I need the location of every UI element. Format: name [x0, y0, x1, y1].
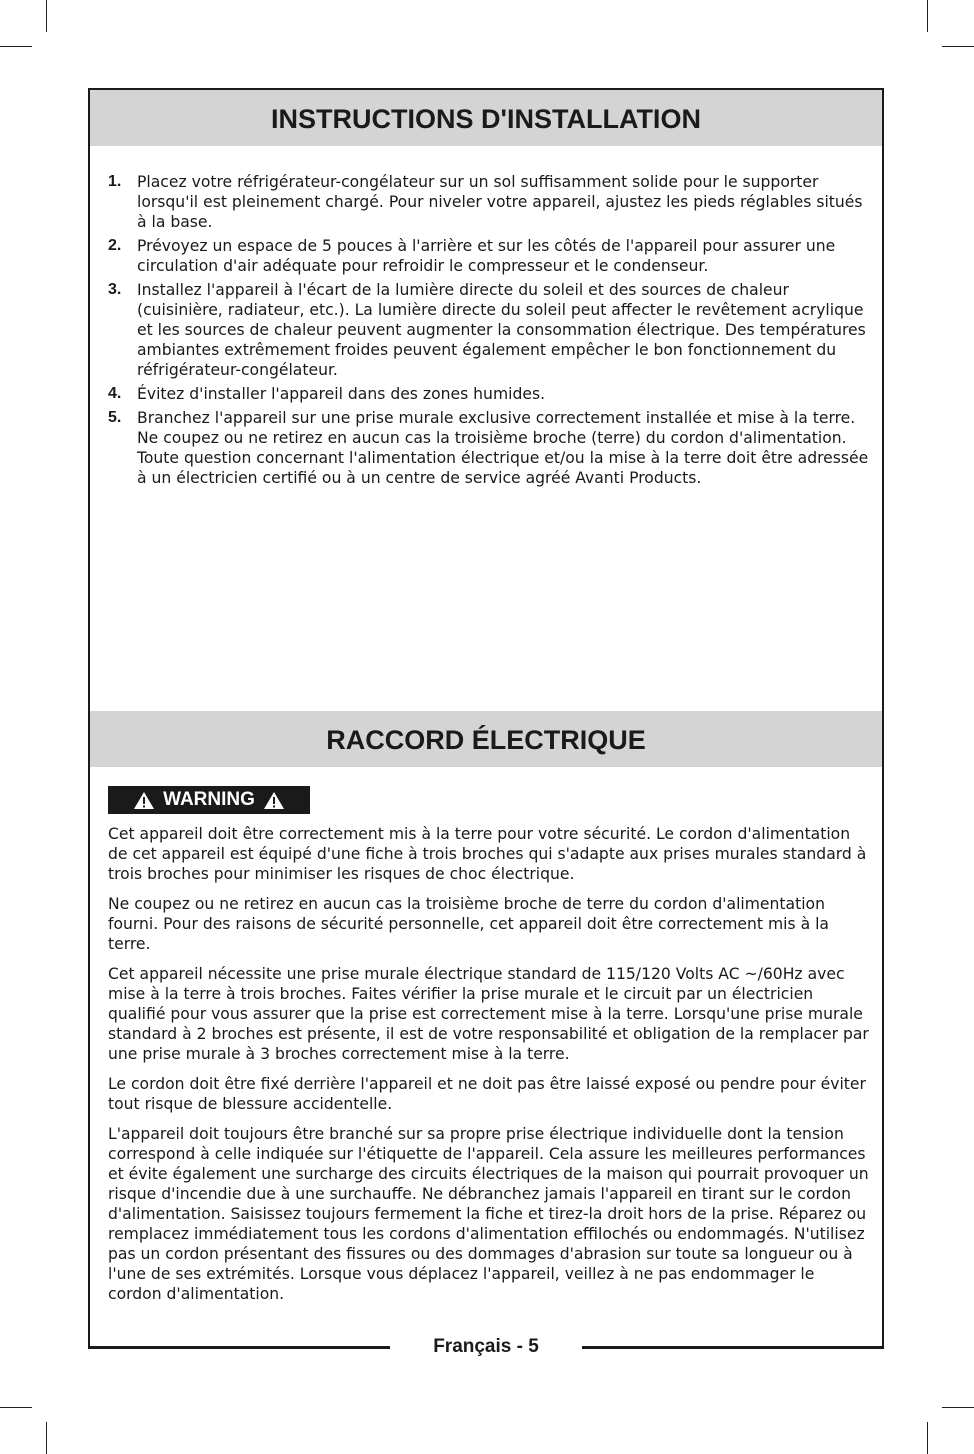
- crop-mark: [927, 0, 928, 32]
- item-text: Branchez l'appareil sur une prise murale exclusive correctement installée et mise à la terre. Ne coupez ou ne retirez en aucun cas la troisième broche (terre) du cordon d'alimentation. Toute question concernant l'alimentation électrique et/ou la mise à la terre doit être adressée à un électricien certifié ou à un centre de service agréé Avanti Products.: [137, 409, 869, 487]
- page-frame: [88, 88, 884, 1348]
- electrical-body: [108, 824, 870, 1314]
- item-text: Placez votre réfrigérateur-congélateur sur un sol suffisamment solide pour le supporter lorsqu'il est pleinement chargé. Pour niveler votre appareil, ajustez les pieds réglables situés à la base.: [137, 173, 863, 231]
- footer-rule: [578, 1346, 884, 1349]
- item-number: 4.: [108, 385, 122, 402]
- section-heading-installation: INSTRUCTIONS D'INSTALLATION: [90, 90, 882, 146]
- warning-banner: [108, 786, 310, 814]
- paragraph: L'appareil doit toujours être branché sur sa propre prise électrique individuelle dont la tension correspond à celle indiquée sur l'étiquette de l'appareil. Cela assure les meilleures performances et évite également une surcharge des circuits électriques de la maison qui pourrait provoquer un risque d'incendie due à une surchauffe. Ne débranchez jamais l'appareil en tirant sur le cordon d'alimentation. Saisissez toujours fermement la fiche et tirez-la droit hors de la prise. Réparez ou remplacez immédiatement tous les cordons d'alimentation effilochés ou endommagés. N'utilisez pas un cordon présentant des fissures ou des dommages d'abrasion sur toute sa longueur ou à l'une de ses extrémités. Lorsque vous déplacez l'appareil, veillez à ne pas endommager le cordon d'alimentation.: [108, 1125, 869, 1303]
- crop-mark: [0, 1407, 32, 1408]
- list-item: [108, 408, 870, 488]
- paragraph: Cet appareil doit être correctement mis à la terre pour votre sécurité. Le cordon d'alimentation de cet appareil est équipé d'une fiche à trois broches qui s'adapte aux prises murales standard à trois broches pour minimiser les risques de choc électrique.: [108, 825, 867, 883]
- crop-mark: [46, 1422, 47, 1454]
- paragraph: Ne coupez ou ne retirez en aucun cas la troisième broche de terre du cordon d'alimentation fourni. Pour des raisons de sécurité personnelle, cet appareil doit être correctement mis à la terre.: [108, 895, 829, 953]
- list-item: [108, 172, 870, 232]
- item-text: Évitez d'installer l'appareil dans des zones humides.: [137, 385, 546, 403]
- warning-triangle-icon: [263, 791, 285, 810]
- warning-triangle-icon: [133, 791, 155, 810]
- warning-label: WARNING: [163, 789, 255, 810]
- item-number: 2.: [108, 237, 122, 254]
- item-number: 5.: [108, 409, 122, 426]
- item-number: 1.: [108, 173, 122, 190]
- crop-mark: [942, 1407, 974, 1408]
- list-item: [108, 384, 870, 404]
- list-item: [108, 280, 870, 380]
- crop-mark: [927, 1422, 928, 1454]
- paragraph: Cet appareil nécessite une prise murale électrique standard de 115/120 Volts AC ~/60Hz avec mise à la terre à trois broches. Faites vérifier la prise murale et le circuit par un électricien qualifié pour vous assurer que la prise est correctement mise à la terre. Lorsqu'une prise murale standard à 2 broches est présente, il est de votre responsabilité et obligation de la remplacer par une prise murale à 3 broches correctement mise à la terre.: [108, 965, 869, 1063]
- list-item: [108, 236, 870, 276]
- crop-mark: [0, 46, 32, 47]
- item-number: 3.: [108, 281, 122, 298]
- item-text: Installez l'appareil à l'écart de la lumière directe du soleil et des sources de chaleur (cuisinière, radiateur, etc.). La lumière directe du soleil peut affecter le revêtement acrylique et les sources de chaleur peuvent augmenter la consommation électrique. Des températures ambiantes extrêmement froides peuvent également empêcher le bon fonctionnement du réfrigérateur-congélateur.: [137, 281, 866, 379]
- footer-rule: [88, 1346, 390, 1349]
- section-heading-electrical: RACCORD ÉLECTRIQUE: [90, 711, 882, 767]
- page-number: Français - 5: [390, 1335, 582, 1359]
- installation-list: [108, 172, 870, 492]
- item-text: Prévoyez un espace de 5 pouces à l'arrière et sur les côtés de l'appareil pour assurer une circulation d'air adéquate pour refroidir le compresseur et le condenseur.: [137, 237, 836, 275]
- crop-mark: [942, 46, 974, 47]
- crop-mark: [46, 0, 47, 32]
- paragraph: Le cordon doit être fixé derrière l'appareil et ne doit pas être laissé exposé ou pendre pour éviter tout risque de blessure accidentelle.: [108, 1075, 866, 1113]
